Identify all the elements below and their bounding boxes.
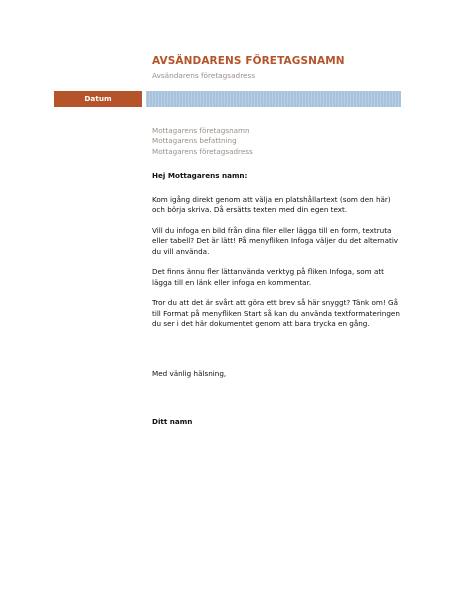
closing[interactable]: Med vänlig hälsning, [152,369,227,378]
sender-company-name[interactable]: AVSÄNDARENS FÖRETAGSNAMN [152,55,345,67]
date-field[interactable]: Datum [54,91,142,107]
body-paragraph[interactable]: Tror du att det är svårt att göra ett brev så här snyggt? Tänk om! Gå till Format på menyfliken Start så kan du använda textformateringen du ser i det här dokumentet genom att bara trycka en gång. [152,298,400,328]
recipient-title[interactable]: Mottagarens befattning [152,136,237,146]
salutation[interactable]: Hej Mottagarens namn: [152,171,248,180]
sender-company-address[interactable]: Avsändarens företagsadress [152,71,256,80]
recipient-address[interactable]: Mottagarens företagsadress [152,146,253,156]
body-paragraph[interactable]: Vill du infoga en bild från dina filer eller lägga till en form, textruta eller tabell? Det är lätt! På menyfliken Infoga väljer du det alternativ du vill använda. [152,225,399,256]
body-paragraph[interactable]: Kom igång direkt genom att välja en platshållartext (som den här) och börja skriva. Då ersätts texten med din egen text. [152,195,391,215]
body-paragraph[interactable]: Det finns ännu fler lättanvända verktyg på fliken Infoga, som att lägga till en länk eller infoga en kommentar. [152,267,384,287]
decorative-accent-bar [146,91,401,107]
letter-body [152,195,404,340]
recipient-company-name[interactable]: Mottagarens företagsnamn [152,126,250,135]
recipient-block [152,126,253,157]
signature-name[interactable]: Ditt namn [152,417,193,426]
